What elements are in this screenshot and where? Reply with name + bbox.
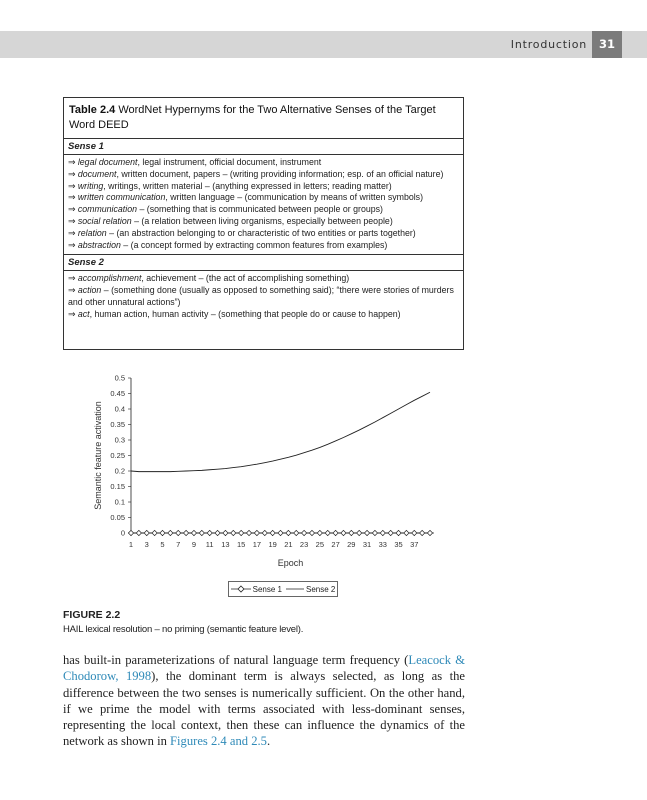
table-number: Table 2.4 [69, 104, 116, 116]
y-tick-label: 0.45 [110, 389, 125, 399]
sense2-heading: Sense 2 [64, 254, 463, 271]
x-tick-label: 7 [176, 540, 181, 549]
running-header [0, 31, 647, 58]
arrow-icon: ⇒ [68, 192, 78, 203]
data-point-sense-1 [412, 530, 417, 535]
hypernym-gloss: – (a concept formed by extracting common features from examples) [120, 239, 388, 250]
table-caption [64, 98, 463, 139]
data-point-sense-1 [270, 530, 275, 535]
data-point-sense-1 [427, 530, 432, 535]
data-point-sense-1 [357, 530, 362, 535]
wordnet-table [63, 97, 464, 350]
sense1-marker-icon [231, 585, 251, 593]
x-tick-label: 17 [252, 540, 262, 549]
hypernym-term: action [77, 285, 102, 296]
y-tick-label: 0 [120, 528, 125, 538]
arrow-icon: ⇒ [68, 180, 78, 191]
hypernym-line [68, 273, 459, 285]
data-point-sense-1 [294, 530, 299, 535]
y-tick-label: 0.4 [114, 404, 125, 414]
x-tick-label: 1 [128, 540, 134, 549]
legend-item-sense1 [231, 585, 282, 594]
hypernym-gloss: – (something that is communicated between people or groups) [137, 204, 383, 215]
x-tick-label: 11 [205, 540, 214, 549]
data-point-sense-1 [239, 530, 244, 535]
data-point-sense-1 [191, 530, 196, 535]
hypernym-line [68, 285, 459, 309]
x-tick-label: 35 [394, 540, 403, 549]
hypernym-gloss: – (something done (usually as opposed to something said); “there were stories of murders and other unnatural actions”) [68, 285, 454, 307]
x-tick-label: 29 [347, 540, 356, 549]
data-point-sense-1 [207, 530, 212, 535]
data-point-sense-1 [176, 530, 181, 535]
data-point-sense-1 [223, 530, 228, 535]
sense1-heading: Sense 1 [64, 139, 463, 155]
x-tick-label: 27 [331, 540, 340, 549]
body-paragraph [63, 652, 465, 750]
body-text-2: ), the dominant term is always selected, as long as the difference between the two senses is numerically sufficient. On the other hand, if we prime the model with terms associated with less-dominant senses, representing the local context, then these can influence the dynamics of the network as shown in [63, 669, 465, 749]
hypernym-term: accomplishment [77, 273, 142, 284]
hypernym-term: document [77, 168, 117, 179]
data-point-sense-1 [183, 530, 188, 535]
data-point-sense-1 [136, 530, 141, 535]
x-tick-label: 25 [315, 540, 325, 549]
hypernym-gloss: , writings, written material – (anything expressed in letters; reading matter) [103, 180, 392, 191]
data-point-sense-1 [144, 530, 149, 535]
figure-reference-link[interactable]: Figures 2.4 and 2.5 [170, 734, 267, 749]
x-tick-label: 13 [221, 540, 230, 549]
y-tick-label: 0.5 [114, 373, 125, 383]
y-tick-label: 0.35 [110, 420, 125, 430]
data-point-sense-1 [317, 530, 322, 535]
body-text-1: has built-in parameterizations of natural language term frequency ( [63, 653, 409, 667]
x-tick-label: 9 [191, 540, 197, 549]
hypernym-gloss: , achievement – (the act of accomplishing something) [141, 273, 350, 284]
section-title: Introduction [510, 38, 587, 51]
data-point-sense-1 [380, 530, 385, 535]
arrow-icon: ⇒ [68, 285, 78, 296]
data-point-sense-1 [302, 530, 307, 535]
hypernym-term: act [77, 308, 90, 319]
x-tick-label: 5 [160, 540, 165, 549]
hypernym-gloss: – (a relation between living organisms, especially between people) [131, 215, 393, 226]
page-number: 31 [592, 31, 622, 58]
sense1-list [64, 155, 463, 254]
data-point-sense-1 [152, 530, 157, 535]
data-point-sense-1 [341, 530, 346, 535]
data-point-sense-1 [278, 530, 283, 535]
arrow-icon: ⇒ [68, 308, 78, 319]
hypernym-gloss: , written document, papers – (writing providing information; esp. of an official nature) [116, 168, 444, 179]
hypernym-gloss: , human action, human activity – (something that people do or cause to happen) [89, 308, 401, 319]
y-tick-label: 0.25 [110, 451, 125, 461]
hypernym-line [68, 181, 459, 193]
data-point-sense-1 [246, 530, 251, 535]
hypernym-line [68, 157, 459, 169]
data-point-sense-1 [160, 530, 165, 535]
legend-label-sense2: Sense 2 [306, 584, 336, 594]
arrow-icon: ⇒ [68, 273, 78, 284]
arrow-icon: ⇒ [68, 227, 78, 238]
chart-legend [228, 581, 338, 597]
data-point-sense-1 [286, 530, 291, 535]
x-tick-label: 21 [284, 540, 293, 549]
citation-link[interactable]: Leacock & Chodorow, 1998 [63, 653, 465, 684]
hypernym-term: relation [77, 227, 107, 238]
sense2-list [64, 271, 463, 323]
y-tick-label: 0.15 [110, 482, 125, 492]
arrow-icon: ⇒ [68, 204, 78, 215]
arrow-icon: ⇒ [68, 168, 78, 179]
data-point-sense-1 [404, 530, 409, 535]
data-point-sense-1 [325, 530, 330, 535]
data-point-sense-1 [396, 530, 401, 535]
hypernym-line [68, 240, 459, 252]
hypernym-line [68, 228, 459, 240]
table-title: WordNet Hypernyms for the Two Alternative Senses of the Target Word DEED [69, 104, 436, 131]
hypernym-term: writing [77, 180, 104, 191]
chart-svg [88, 368, 458, 603]
hypernym-gloss: , written language – (communication by means of written symbols) [165, 192, 424, 203]
activation-chart [88, 368, 458, 603]
x-tick-label: 23 [299, 540, 309, 549]
data-point-sense-1 [333, 530, 338, 535]
x-tick-label: 15 [236, 540, 246, 549]
arrow-icon: ⇒ [68, 157, 78, 167]
x-axis-label: Epoch [277, 558, 304, 568]
data-point-sense-1 [128, 530, 133, 535]
data-point-sense-1 [168, 530, 173, 535]
hypernym-term: communication [77, 204, 137, 215]
y-tick-label: 0.1 [114, 497, 125, 507]
x-tick-label: 3 [144, 540, 149, 549]
arrow-icon: ⇒ [68, 239, 78, 250]
sense2-line-icon [286, 585, 304, 593]
y-tick-label: 0.2 [114, 466, 125, 476]
data-point-sense-1 [199, 530, 204, 535]
legend-label-sense1: Sense 1 [252, 584, 282, 594]
data-point-sense-1 [262, 530, 267, 535]
hypernym-gloss: , legal instrument, official document, instrument [137, 157, 322, 167]
body-text-3: . [266, 734, 271, 749]
hypernym-gloss: – (an abstraction belonging to or characteristic of two entities or parts together) [106, 227, 416, 238]
hypernym-line [68, 204, 459, 216]
data-point-sense-1 [254, 530, 259, 535]
hypernym-term: social relation [77, 215, 132, 226]
x-tick-label: 37 [410, 540, 419, 549]
x-tick-label: 33 [378, 540, 387, 549]
data-point-sense-1 [309, 530, 314, 535]
hypernym-line [68, 309, 459, 321]
hypernym-line [68, 216, 459, 228]
hypernym-term: legal document [77, 157, 138, 167]
x-tick-label: 31 [362, 540, 372, 549]
data-point-sense-1 [349, 530, 354, 535]
data-point-sense-1 [388, 530, 393, 535]
figure-caption: HAIL lexical resolution – no priming (semantic feature level). [63, 624, 304, 635]
x-tick-label: 19 [268, 540, 277, 549]
figure-label: FIGURE 2.2 [63, 609, 121, 621]
hypernym-term: written communication [77, 192, 166, 203]
data-point-sense-1 [364, 530, 369, 535]
y-tick-label: 0.05 [110, 513, 125, 523]
hypernym-line [68, 192, 459, 204]
arrow-icon: ⇒ [68, 215, 78, 226]
data-point-sense-1 [215, 530, 220, 535]
series-line-sense-2 [131, 392, 430, 471]
y-tick-label: 0.3 [114, 435, 125, 445]
data-point-sense-1 [420, 530, 425, 535]
data-point-sense-1 [372, 530, 377, 535]
data-point-sense-1 [231, 530, 236, 535]
y-axis-label: Semantic feature activation [93, 401, 103, 510]
hypernym-term: abstraction [77, 239, 121, 250]
hypernym-line [68, 169, 459, 181]
legend-item-sense2 [286, 585, 335, 594]
